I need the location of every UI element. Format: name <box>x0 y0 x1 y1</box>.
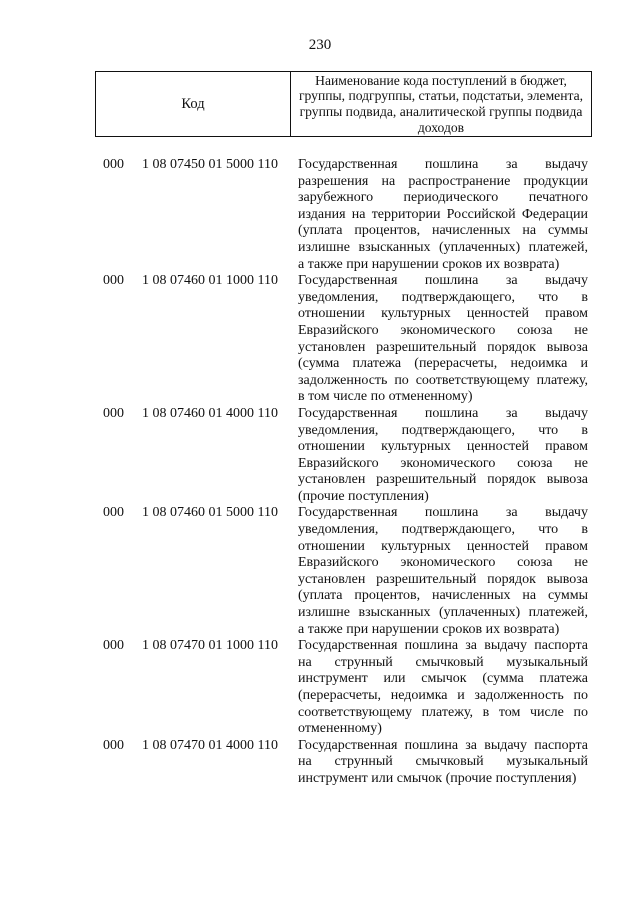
description-line: инструмент или смычок (прочие поступления) <box>298 770 577 786</box>
description-cell <box>298 638 588 738</box>
description-line: отношении культурных ценностей правом <box>298 538 588 554</box>
description-line: Государственная пошлина за выдачу <box>298 157 588 172</box>
revenue-code-cell: 1 08 07450 01 5000 110 <box>142 157 278 172</box>
description-line: зарубежного периодического печатного <box>298 190 588 206</box>
description-line: отношении культурных ценностей правом <box>298 306 588 322</box>
description-cell <box>298 406 588 506</box>
description-line: разрешения на распространение продукции <box>298 173 588 189</box>
description-line: (перерасчеты, недоимка и задолженность по <box>298 688 588 703</box>
description-line: а также при нарушении сроков их возврата) <box>298 621 560 637</box>
description-line: на струнный смычковый музыкальный <box>298 754 588 770</box>
description-line: (уплата процентов, начисленных на суммы <box>298 223 588 239</box>
description-line: на струнный смычковый музыкальный <box>298 654 588 670</box>
description-line: Евразийского экономического союза не <box>298 322 588 338</box>
description-line: Государственная пошлина за выдачу паспорта <box>298 737 588 753</box>
description-line: излишне взысканных (уплаченных) платежей, <box>298 605 588 621</box>
description-line: Государственная пошлина за выдачу <box>298 273 588 289</box>
description-line: уведомления, подтверждающего, что в <box>298 289 588 305</box>
table-row <box>0 505 640 638</box>
description-cell <box>298 505 588 638</box>
page-number: 230 <box>308 37 332 53</box>
table-header <box>95 71 592 137</box>
revenue-code-cell: 1 08 07460 01 5000 110 <box>142 505 278 521</box>
admin-code-cell: 000 <box>103 638 124 654</box>
description-cell <box>298 157 588 273</box>
admin-code-cell: 000 <box>103 157 124 172</box>
description-line: издания на территории Российской Федерации <box>298 206 588 222</box>
description-line: установлен разрешительный порядок вывоза <box>298 472 588 488</box>
table-row <box>0 738 640 788</box>
description-line: (уплата процентов, начисленных на суммы <box>298 588 588 604</box>
admin-code-cell: 000 <box>103 273 124 289</box>
description-line: уведомления, подтверждающего, что в <box>298 522 588 538</box>
admin-code-cell: 000 <box>103 505 124 521</box>
description-line: в том числе по отмененному) <box>298 389 473 405</box>
header-code-label: Код <box>96 72 291 136</box>
description-line: установлен разрешительный порядок вывоза <box>298 339 588 355</box>
description-line: Евразийского экономического союза не <box>298 455 588 471</box>
description-line: задолженность по соответствующему платежу, <box>298 372 588 388</box>
description-line: (прочие поступления) <box>298 488 429 504</box>
revenue-code-cell: 1 08 07460 01 4000 110 <box>142 405 278 421</box>
description-line: соответствующему платежу, в том числе по <box>298 704 588 720</box>
description-cell <box>298 273 588 406</box>
description-line: (сумма платежа (перерасчеты, недоимка и <box>298 356 588 372</box>
description-line: установлен разрешительный порядок вывоза <box>298 571 588 587</box>
description-line: инструмент или смычок (сумма платежа <box>298 671 588 687</box>
revenue-code-cell: 1 08 07470 01 1000 110 <box>142 638 278 654</box>
table-row <box>0 406 640 506</box>
admin-code-cell: 000 <box>103 405 124 421</box>
description-line: отношении культурных ценностей правом <box>298 439 588 455</box>
description-line: Государственная пошлина за выдачу <box>298 505 588 521</box>
description-line: излишне взысканных (уплаченных) платежей, <box>298 239 588 255</box>
revenue-code-cell: 1 08 07460 01 1000 110 <box>142 273 278 289</box>
description-line: Государственная пошлина за выдачу <box>298 405 588 421</box>
description-line: а также при нарушении сроков их возврата) <box>298 256 560 272</box>
description-line: отмененному) <box>298 721 382 737</box>
table-row <box>0 157 640 273</box>
description-line: уведомления, подтверждающего, что в <box>298 422 588 438</box>
description-line: Государственная пошлина за выдачу паспорта <box>298 638 588 654</box>
revenue-code-cell: 1 08 07470 01 4000 110 <box>142 737 278 753</box>
table-row <box>0 638 640 738</box>
table-row <box>0 273 640 406</box>
admin-code-cell: 000 <box>103 737 124 753</box>
header-name-label: Наименование кода поступлений в бюджет, группы, подгруппы, статьи, подстатьи, элемента, группы подвида, аналитической группы подвида доходов <box>298 72 584 135</box>
description-cell <box>298 738 588 788</box>
table-body <box>0 157 640 788</box>
description-line: Евразийского экономического союза не <box>298 555 588 571</box>
